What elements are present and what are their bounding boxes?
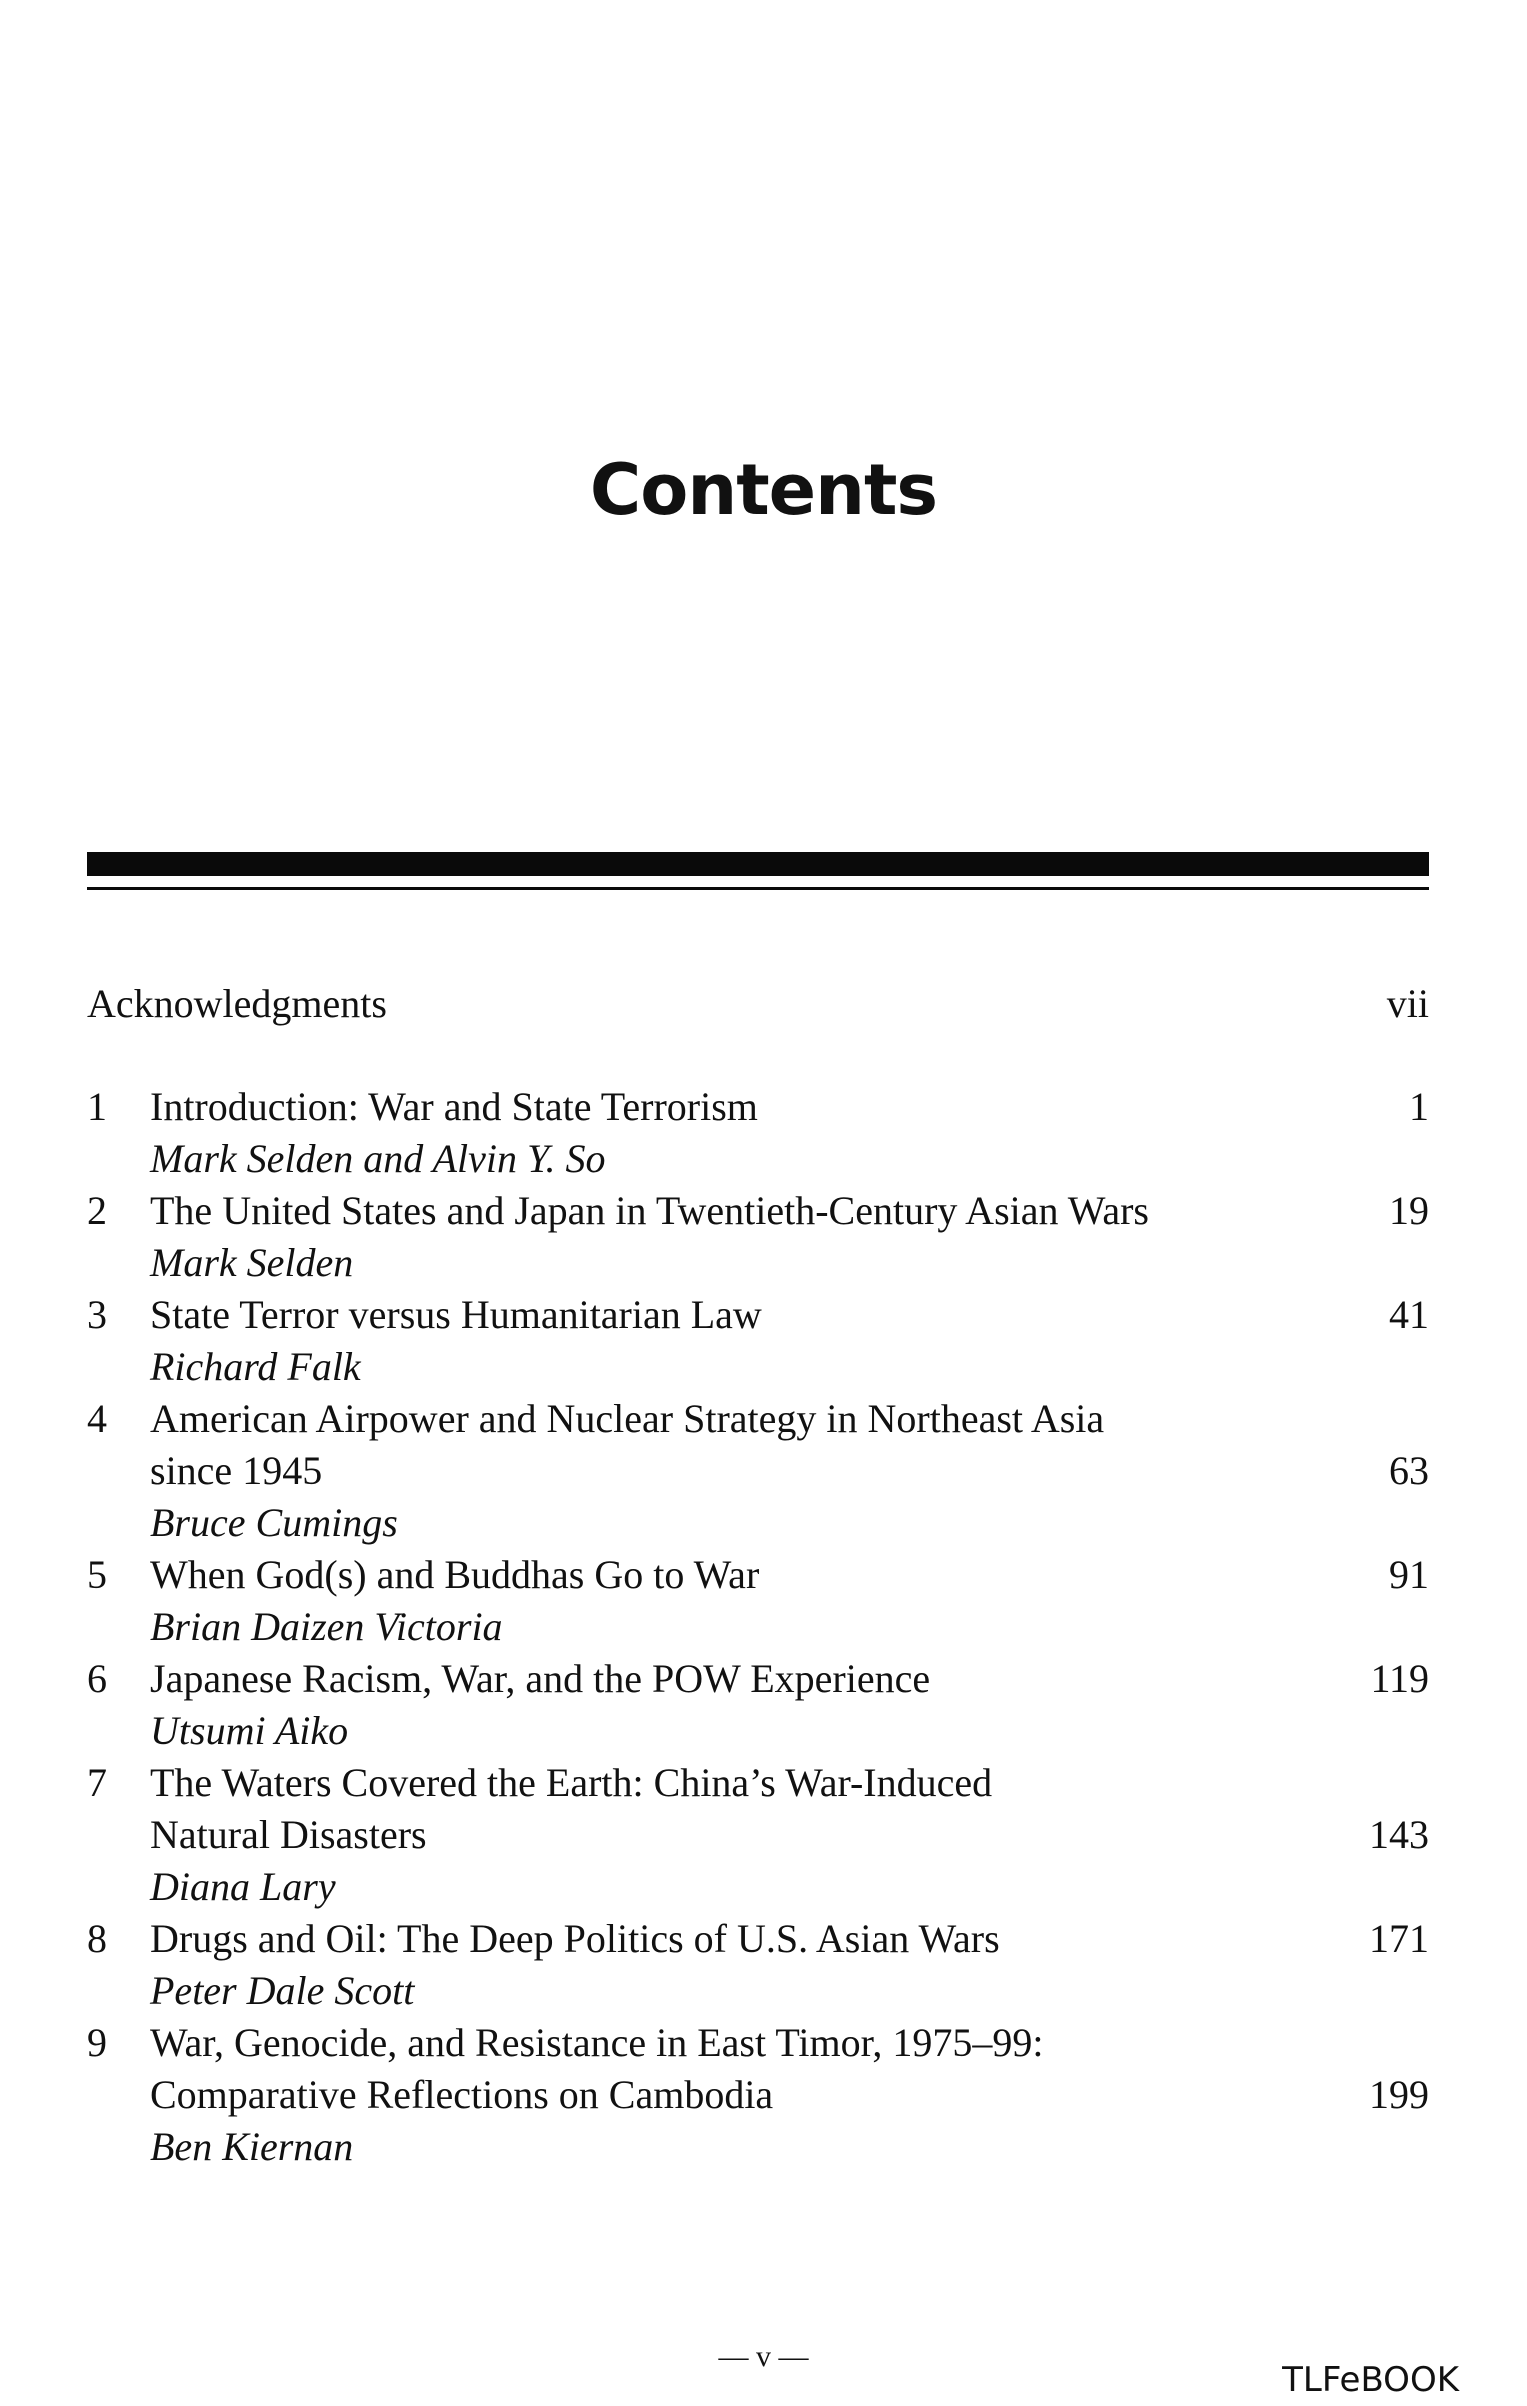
chapter-author: Peter Dale Scott (150, 1968, 415, 2013)
chapter-title-continued: Natural Disasters (150, 1812, 427, 1857)
chapter-title-continued: Comparative Reflections on Cambodia (150, 2072, 774, 2117)
chapter-page: 171 (1369, 1916, 1429, 1961)
chapter-number: 2 (87, 1188, 107, 1233)
chapter-number: 1 (87, 1084, 107, 1129)
chapter-number: 5 (87, 1552, 107, 1597)
chapter-title: American Airpower and Nuclear Strategy in Northeast Asia (150, 1396, 1105, 1441)
chapter-number: 4 (87, 1396, 107, 1441)
chapter-author: Ben Kiernan (150, 2124, 354, 2169)
chapter-title: The United States and Japan in Twentieth-Century Asian Wars (150, 1188, 1149, 1233)
chapter-number: 7 (87, 1760, 107, 1805)
title-rule-thick (87, 852, 1429, 876)
chapter-author: Diana Lary (150, 1864, 336, 1909)
chapter-title: Drugs and Oil: The Deep Politics of U.S. Asian Wars (150, 1916, 1000, 1961)
chapter-page: 119 (1370, 1656, 1429, 1701)
chapter-author: Mark Selden and Alvin Y. So (150, 1136, 606, 1181)
chapter-page: 1 (1409, 1084, 1429, 1129)
chapter-author: Mark Selden (150, 1240, 354, 1285)
chapter-author: Utsumi Aiko (150, 1708, 349, 1753)
chapter-title: War, Genocide, and Resistance in East Timor, 1975–99: (150, 2020, 1044, 2065)
chapter-title-continued: since 1945 (150, 1448, 323, 1493)
chapter-author: Richard Falk (150, 1344, 361, 1389)
title-rule-thin (87, 887, 1429, 890)
chapter-page: 63 (1389, 1448, 1429, 1493)
chapter-number: 8 (87, 1916, 107, 1961)
chapter-number: 3 (87, 1292, 107, 1337)
chapter-page: 143 (1369, 1812, 1429, 1857)
chapter-author: Bruce Cumings (150, 1500, 398, 1545)
chapter-page: 19 (1389, 1188, 1429, 1233)
chapter-number: 6 (87, 1656, 107, 1701)
watermark-label: TLFeBOOK (1282, 2360, 1459, 2400)
acknowledgments-label: Acknowledgments (87, 981, 387, 1026)
chapter-title: When God(s) and Buddhas Go to War (150, 1552, 760, 1597)
chapter-title: The Waters Covered the Earth: China’s War-Induced (150, 1760, 993, 1805)
chapter-title: Introduction: War and State Terrorism (150, 1084, 758, 1129)
chapter-page: 91 (1389, 1552, 1429, 1597)
chapter-number: 9 (87, 2020, 107, 2065)
acknowledgments-page: vii (1386, 981, 1429, 1026)
page-folio: — v — (718, 2340, 809, 2373)
chapter-page: 41 (1389, 1292, 1429, 1337)
chapter-title: Japanese Racism, War, and the POW Experience (150, 1656, 931, 1701)
chapter-author: Brian Daizen Victoria (150, 1604, 503, 1649)
contents-title: Contents (589, 449, 938, 531)
chapter-page: 199 (1369, 2072, 1429, 2117)
chapter-title: State Terror versus Humanitarian Law (150, 1292, 762, 1337)
